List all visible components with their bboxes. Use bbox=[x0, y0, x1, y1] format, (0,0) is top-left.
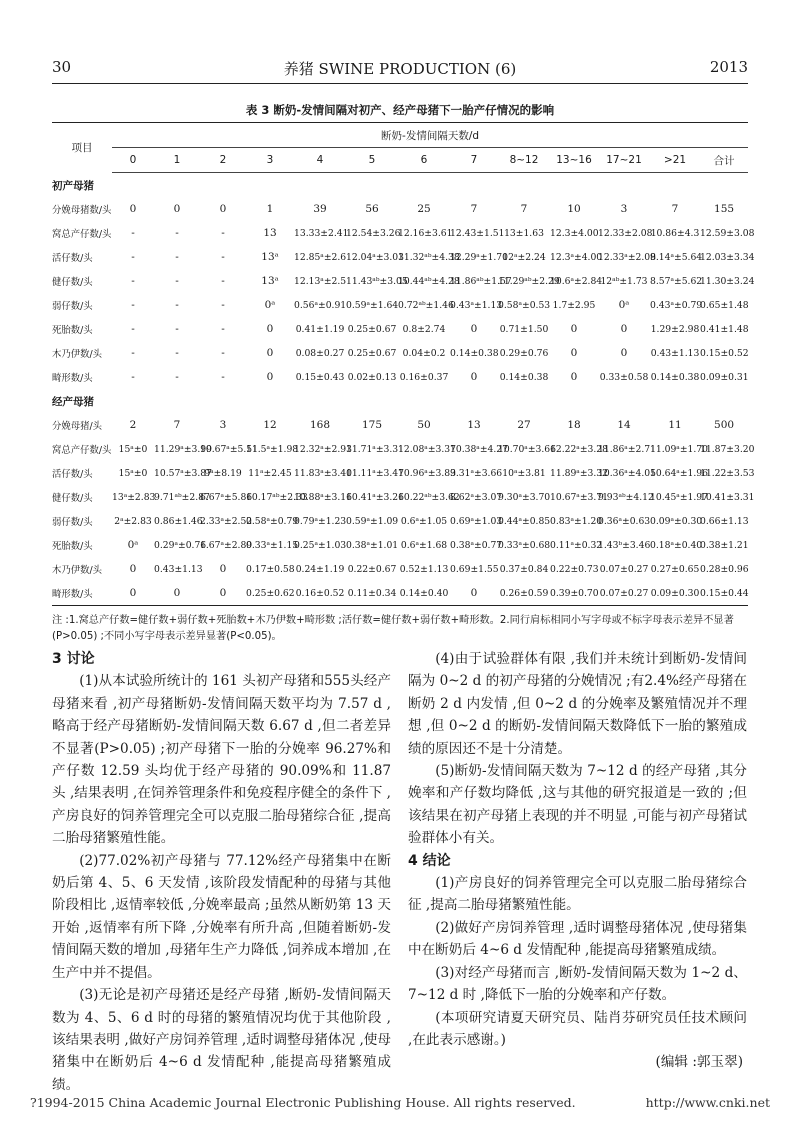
row-label: 死胎数/头 bbox=[52, 541, 93, 552]
table-cell: 0.38ᵃ±0.77 bbox=[450, 539, 503, 551]
table-cell: 14 bbox=[617, 419, 631, 431]
table-cell: 11.86ᵃᵇ±1.57 bbox=[450, 275, 512, 287]
table-cell: 0.43±1.13 bbox=[650, 347, 700, 359]
table-cell: 10.44ᵃᵇ±4.28 bbox=[398, 275, 460, 287]
group-header-row bbox=[52, 389, 748, 413]
section-3-title: 3 讨论 bbox=[52, 651, 95, 667]
row-label: 木乃伊数/头 bbox=[52, 349, 103, 360]
table-cell: 10.67ᵃ±3.71 bbox=[550, 491, 609, 503]
table-cell: 12.04ᵃ±3.03 bbox=[346, 251, 405, 263]
table-cell: 10.17ᵃᵇ±2.33 bbox=[246, 491, 308, 503]
table-cell: 11.22±3.53 bbox=[700, 467, 755, 479]
table-cell: 11.09ᵃ±1.70 bbox=[650, 443, 709, 455]
table-cell: 0ᵃ bbox=[264, 299, 276, 311]
table-cell: 7 bbox=[520, 203, 528, 215]
table-cell: 0.36ᵃ±0.63 bbox=[598, 515, 651, 527]
table-cell: - bbox=[175, 227, 179, 239]
table-cell: - bbox=[221, 347, 225, 359]
table-cell: 0.83ᵃ±1.20 bbox=[550, 515, 603, 527]
column-header: 17~21 bbox=[598, 148, 650, 173]
table-cell: 12ᵃᵇ±1.73 bbox=[600, 275, 648, 287]
table-cell: 8.62ᵃ±3.07 bbox=[450, 491, 503, 503]
discussion-paragraph-3: (3)无论是初产母猪还是经产母猪 ,断奶-发情间隔天数为 4、5、6 d 时的母猪的繁殖情况均优于其他阶段 ,该结果表明 ,做好产房饲养管理 ,适时调整母猪体况 ,使母猪集中在断奶后 4~6 d 发情配种 ,能提高母猪繁殖成绩。 bbox=[52, 987, 391, 1093]
table-cell: 0.04±0.2 bbox=[402, 347, 446, 359]
table-cell: 12.32ᵃ±2.93 bbox=[294, 443, 353, 455]
table-cell: 0.38±1.21 bbox=[700, 539, 749, 551]
table-cell: 11.5ᵃ±1.98 bbox=[246, 443, 299, 455]
table-cell: 13 bbox=[467, 419, 481, 431]
table-cell: 0.69±1.55 bbox=[450, 563, 499, 575]
table-cell: - bbox=[221, 323, 225, 335]
table-cell: 0.43±1.13 bbox=[154, 563, 203, 575]
table-cell: 0 bbox=[200, 581, 246, 606]
table-cell: 0.14±0.38 bbox=[450, 347, 499, 359]
row-label: 木乃伊数/头 bbox=[52, 565, 103, 576]
table-row bbox=[52, 317, 748, 341]
table-cell: 11.32ᵃᵇ±4.38 bbox=[398, 251, 460, 263]
left-column bbox=[52, 648, 391, 1096]
table-cell: 0.26±0.59 bbox=[498, 581, 550, 606]
table-cell: 1.43ᵇ±3.46 bbox=[598, 539, 651, 551]
table-cell: 13ᵃ±2.83 bbox=[112, 491, 156, 503]
table-cell: 0.28±0.96 bbox=[700, 563, 749, 575]
table-cell: 0.25±0.67 bbox=[347, 347, 397, 359]
table-cell: 0.24±1.19 bbox=[295, 563, 345, 575]
table-cell: - bbox=[131, 227, 135, 239]
table-cell: - bbox=[221, 251, 225, 263]
table-cell: 0.41±1.19 bbox=[295, 323, 345, 335]
table-cell: 0.72ᵃᵇ±1.46 bbox=[398, 299, 454, 311]
table-cell: 0 bbox=[620, 347, 628, 359]
table-cell: 0.17±0.58 bbox=[246, 563, 295, 575]
table-cell: 7 bbox=[470, 203, 478, 215]
table-cell: 9ᵃ±8.19 bbox=[204, 467, 242, 479]
table-cell: 9.93ᵃᵇ±4.12 bbox=[598, 491, 654, 503]
discussion-paragraph-2: (2)77.02%初产母猪与 77.12%经产母猪集中在断奶后第 4、5、6 天发情 ,该阶段发情配种的母猪与其他阶段相比 ,返情率较低 ,分娩率最高 ;虽然从断奶第 13 天开始 ,返情率有所下降 ,分娩率有所升高 ,但随着断奶-发情间隔天数的增加 ,母猪年生产力降低 ,饲养成本增加 ,在生产中并不提倡。 bbox=[52, 852, 391, 981]
table-cell: 0.02±0.13 bbox=[347, 371, 397, 383]
table-row bbox=[52, 533, 748, 557]
row-label: 窝总产仔数/头 bbox=[52, 229, 112, 240]
table-cell: 1.7±2.95 bbox=[552, 299, 596, 311]
table-cell: 0.33±0.58 bbox=[599, 371, 649, 383]
table-caption: 表 3 断奶-发情间隔对初产、经产母猪下一胎产仔情况的影响 bbox=[245, 103, 555, 117]
table-cell: 0 bbox=[266, 347, 274, 359]
table-cell: - bbox=[131, 251, 135, 263]
table-cell: 0 bbox=[154, 581, 200, 606]
table-cell: - bbox=[131, 371, 135, 383]
table-cell: 0 bbox=[129, 563, 137, 575]
table-cell: 11.89ᵃ±3.32 bbox=[550, 467, 609, 479]
table-cell: 0.41±1.48 bbox=[700, 323, 749, 335]
table-cell: 3 bbox=[219, 419, 227, 431]
table-cell: 0 bbox=[570, 323, 578, 335]
table-cell: 15ᵃ±0 bbox=[118, 467, 148, 479]
table-cell: 0 bbox=[620, 323, 628, 335]
table-cell: 9.14ᵃ±5.64 bbox=[650, 251, 703, 263]
table-cell: 12.22ᵃ±3.28 bbox=[550, 443, 609, 455]
table-cell: 11ᵃ±2.45 bbox=[248, 467, 292, 479]
table-cell: 0.27±0.65 bbox=[650, 563, 700, 575]
row-label: 活仔数/头 bbox=[52, 253, 93, 264]
column-header: 0 bbox=[112, 148, 154, 173]
table-cell: 0.6ᵃ±1.05 bbox=[400, 515, 448, 527]
table-cell: 0.33ᵃ±1.15 bbox=[246, 539, 299, 551]
table-cell: 0.29ᵃ±0.76 bbox=[154, 539, 207, 551]
table-cell: 0 bbox=[266, 371, 274, 383]
table-cell: 12.3±4.00 bbox=[550, 227, 599, 239]
cnki-url[interactable]: http://www.cnki.net bbox=[645, 1095, 770, 1110]
table-cell: 3 bbox=[620, 203, 628, 215]
table-cell: 15ᵃ±0 bbox=[118, 443, 148, 455]
table-cell: 0ᵃ bbox=[618, 299, 630, 311]
table-cell: 11.43ᵃᵇ±3.05 bbox=[346, 275, 408, 287]
table-cell: 10.41ᵃ±3.26 bbox=[346, 491, 405, 503]
column-header: 7 bbox=[450, 148, 498, 173]
table-cell: 0.14±0.38 bbox=[650, 371, 700, 383]
group-name: 初产母猪 bbox=[52, 179, 94, 192]
table-cell: 11.11ᵃ±3.47 bbox=[346, 467, 405, 479]
column-header: 6 bbox=[398, 148, 450, 173]
table-cell: 0.15±0.44 bbox=[700, 581, 748, 606]
table-cell: 0.58ᵃ±0.53 bbox=[498, 299, 551, 311]
table-cell: - bbox=[175, 347, 179, 359]
table-cell: 11.29ᵃ±3.99 bbox=[154, 443, 213, 455]
section-4-title: 4 结论 bbox=[408, 852, 451, 869]
table-cell: 9.31ᵃ±3.66 bbox=[450, 467, 503, 479]
row-label: 分娩母猪/头 bbox=[52, 421, 103, 432]
table-cell: 11.86ᵃ±2.71 bbox=[598, 443, 657, 455]
table-note: 注 :1.窝总产仔数=健仔数+弱仔数+死胎数+木乃伊数+畸形数 ;活仔数=健仔数+弱仔数+畸形数。2.同行肩标相同小写字母或不标字母表示差异不显著(P>0.05) ;不同小写字母表示差异显著(P<0.05)。 bbox=[52, 615, 734, 642]
table-cell: 12.59±3.08 bbox=[700, 227, 755, 239]
table-cell: 0.18ᵃ±0.40 bbox=[650, 539, 703, 551]
table-cell: 27 bbox=[517, 419, 531, 431]
row-label: 活仔数/头 bbox=[52, 469, 93, 480]
table-cell: 0.11±0.34 bbox=[346, 581, 398, 606]
table-cell: 12.29ᵃ±1.70 bbox=[450, 251, 509, 263]
discussion-paragraph-4: (4)由于试验群体有限 ,我们并未统计到断奶-发情间隔为 0~2 d 的初产母猪的分娩情况 ;有2.4%经产母猪在断奶 2 d 内发情 ,但 0~2 d 的分娩率及繁殖情况并不理想 ,但 0~2 d 的断奶-发情间隔天数降低下一胎的繁殖成绩的原因还不是十分清楚。 bbox=[408, 651, 747, 757]
table-cell: 10 bbox=[567, 203, 581, 215]
table-cell: 10.38ᵃ±4.27 bbox=[450, 443, 509, 455]
table-cell: 10.64ᵃ±1.96 bbox=[650, 467, 709, 479]
table-cell: 25 bbox=[417, 203, 431, 215]
right-column bbox=[408, 648, 747, 1074]
table-cell: - bbox=[221, 299, 225, 311]
table-cell: 0.07±0.27 bbox=[599, 563, 649, 575]
table-cell: 0.58ᵃ±0.79 bbox=[246, 515, 299, 527]
row-label: 健仔数/头 bbox=[52, 277, 93, 288]
table-cell: 0.39±0.70 bbox=[550, 581, 598, 606]
table-cell: 0.66±1.13 bbox=[700, 515, 749, 527]
table-cell: 175 bbox=[361, 419, 383, 431]
table-cell: 0.43ᵃ±1.13 bbox=[450, 299, 503, 311]
table-cell: 1.67ᵃ±2.89 bbox=[200, 539, 253, 551]
table-cell: 0.25ᵃ±1.03 bbox=[294, 539, 347, 551]
table-cell: 0.79ᵃ±1.23 bbox=[294, 515, 347, 527]
row-label: 畸形数/头 bbox=[52, 373, 93, 384]
table-row bbox=[52, 269, 748, 293]
table-cell: - bbox=[221, 227, 225, 239]
table-cell: 10ᵃ±3.81 bbox=[502, 467, 546, 479]
table-row bbox=[52, 365, 748, 389]
table-cell: 0 bbox=[219, 563, 227, 575]
discussion-paragraph-1: (1)从本试验所统计的 161 头初产母猪和555头经产母猪来看 ,初产母猪断奶-发情间隔天数平均为 7.57 d ,略高于经产母猪断奶-发情间隔天数 6.67 d ,但二者差异不显著(P>0.05) ;初产母猪下一胎的分娩率 96.27%和产仔数 12.59 头均优于经产母猪的 90.09%和 11.87 头 ,结果表明 ,在饲养管理条件和免疫程序健全的条件下 ,产房良好的饲养管理完全可以克服二胎母猪综合征 ,提高二胎母猪繁殖性能。 bbox=[52, 673, 391, 847]
table-cell: 0.09±0.30 bbox=[650, 581, 700, 606]
table-cell: 0.37±0.84 bbox=[499, 563, 549, 575]
acknowledgement: (本项研究请夏天研究员、陆肖芬研究员任技术顾问 ,在此表示感谢。) bbox=[408, 1009, 747, 1048]
table-row bbox=[52, 413, 748, 437]
conclusion-1: (1)产房良好的饲养管理完全可以克服二胎母猪综合征 ,提高二胎母猪繁殖性能。 bbox=[408, 875, 747, 914]
table-cell: 10.36ᵃ±4.05 bbox=[598, 467, 657, 479]
conclusion-3: (3)对经产母猪而言 ,断奶-发情间隔天数为 1~2 d、7~12 d 时 ,降低下一胎的分娩率和产仔数。 bbox=[408, 964, 747, 1004]
row-label: 分娩母猪数/头 bbox=[52, 205, 112, 216]
table-cell: - bbox=[131, 323, 135, 335]
table-cell: 0.09ᵃ±0.30 bbox=[650, 515, 703, 527]
table-cell: 0.33ᵃ±0.68 bbox=[498, 539, 551, 551]
table-cell: 9.71ᵃᵇ±2.87 bbox=[154, 491, 210, 503]
table-row bbox=[52, 581, 748, 606]
table-cell: 10.57ᵃ±3.87 bbox=[154, 467, 213, 479]
table-cell: 0 bbox=[470, 371, 478, 383]
page-header bbox=[52, 58, 748, 80]
table-row bbox=[52, 245, 748, 269]
table-cell: 7 bbox=[671, 203, 679, 215]
table-cell: 11 bbox=[668, 419, 682, 431]
table-cell: - bbox=[131, 275, 135, 287]
table-cell: 12.33ᵃ±2.08 bbox=[598, 251, 657, 263]
table-cell: 1 bbox=[266, 203, 274, 215]
table-cell: 9.30ᵃ±3.70 bbox=[498, 491, 551, 503]
table-cell: 10.45ᵃ±1.97 bbox=[650, 491, 709, 503]
table-cell: 18 bbox=[567, 419, 581, 431]
table-cell: 0.44ᵃ±0.85 bbox=[498, 515, 551, 527]
table-row bbox=[52, 461, 748, 485]
table-cell: 0.11ᵃ±0.32 bbox=[550, 539, 603, 551]
table-cell: 0.14±0.40 bbox=[398, 581, 450, 606]
table-cell: 12.03±3.34 bbox=[700, 251, 755, 263]
table-cell: 0.59ᵃ±1.09 bbox=[346, 515, 399, 527]
table-cell: 1.29±2.98 bbox=[650, 323, 700, 335]
table-cell: 11.83ᵃ±3.40 bbox=[294, 467, 353, 479]
table-cell: 13 bbox=[263, 227, 277, 239]
table-cell: 10.96ᵃ±3.83 bbox=[398, 467, 457, 479]
table-cell: - bbox=[175, 323, 179, 335]
table-cell: 8.57ᵃ±5.62 bbox=[650, 275, 703, 287]
table-cell: 12.13ᵃ±2.5 bbox=[294, 275, 347, 287]
table-cell: 0.71±1.50 bbox=[499, 323, 549, 335]
table-cell: 155 bbox=[714, 203, 735, 215]
table-cell: 13.33±2.41 bbox=[294, 227, 349, 239]
publication-year: 2013 bbox=[709, 58, 748, 76]
table-cell: 13ᵃ bbox=[261, 275, 279, 287]
table-cell: 0.38ᵃ±1.01 bbox=[346, 539, 399, 551]
table-row bbox=[52, 437, 748, 461]
table-cell: - bbox=[221, 371, 225, 383]
table-cell: 0 bbox=[450, 581, 498, 606]
header-rule bbox=[52, 83, 748, 84]
table-row bbox=[52, 341, 748, 365]
group-header-row bbox=[52, 173, 748, 198]
page-number: 30 bbox=[52, 58, 72, 76]
results-table bbox=[52, 122, 755, 606]
table-cell: 0.29±0.76 bbox=[499, 347, 549, 359]
column-header: 4 bbox=[294, 148, 346, 173]
table-cell: 7 bbox=[173, 419, 181, 431]
table-cell: - bbox=[131, 299, 135, 311]
table-cell: 10.22ᵃᵇ±3.62 bbox=[398, 491, 460, 503]
table-cell: 0.25±0.67 bbox=[347, 323, 397, 335]
table-cell: - bbox=[175, 275, 179, 287]
table-row bbox=[52, 197, 748, 221]
row-label: 弱仔数/头 bbox=[52, 517, 93, 528]
table-cell: 11.29ᵃᵇ±2.29 bbox=[498, 275, 560, 287]
table-cell: 500 bbox=[714, 419, 735, 431]
table-cell: 11.71ᵃ±3.31 bbox=[346, 443, 405, 455]
table-cell: - bbox=[221, 275, 225, 287]
table-cell: 0.16±0.37 bbox=[399, 371, 449, 383]
table-cell: - bbox=[175, 299, 179, 311]
table-cell: 0.22±0.73 bbox=[550, 563, 599, 575]
table-cell: 0.25±0.62 bbox=[246, 581, 294, 606]
table-cell: 12.54±3.26 bbox=[346, 227, 401, 239]
table-cell: 12.3ᵃ±4.00 bbox=[550, 251, 603, 263]
table-cell: 0.15±0.43 bbox=[295, 371, 345, 383]
editor-credit: (编辑 :郭玉翠) bbox=[655, 1054, 743, 1071]
table-cell: - bbox=[131, 347, 135, 359]
table-cell: 12ᵃ±2.24 bbox=[502, 251, 546, 263]
table-cell: 10.86±4.3 bbox=[650, 227, 700, 239]
table-cell: 0.14±0.38 bbox=[499, 371, 549, 383]
table-cell: 10.6ᵃ±2.84 bbox=[550, 275, 603, 287]
table-cell: 0 bbox=[173, 203, 181, 215]
table-cell: 56 bbox=[365, 203, 379, 215]
table-cell: - bbox=[175, 251, 179, 263]
row-label: 畸形数/头 bbox=[52, 581, 112, 606]
table-cell: 10.67ᵃ±5.51 bbox=[200, 443, 259, 455]
table-cell: 0 bbox=[266, 323, 274, 335]
interval-span-header: 断奶-发情间隔天数/d bbox=[112, 123, 748, 148]
table-row bbox=[52, 509, 748, 533]
item-header: 项目 bbox=[52, 123, 112, 173]
table-cell: 0.6ᵃ±1.68 bbox=[400, 539, 448, 551]
column-header: 3 bbox=[246, 148, 294, 173]
table-cell: 0.86±1.46 bbox=[154, 515, 203, 527]
column-header: 合计 bbox=[700, 148, 748, 173]
table-cell: 0.65±1.48 bbox=[700, 299, 749, 311]
table-cell: 0.09±0.31 bbox=[700, 371, 749, 383]
table-cell: 0.59ᵃ±1.64 bbox=[346, 299, 399, 311]
table-row bbox=[52, 557, 748, 581]
table-cell: 0.8±2.74 bbox=[402, 323, 446, 335]
table-cell: 0.56ᵃ±0.91 bbox=[294, 299, 347, 311]
table-cell: 2ᵃ±2.83 bbox=[114, 515, 152, 527]
table-cell: 0ᵃ bbox=[127, 539, 139, 551]
table-cell: 10.41±3.31 bbox=[700, 491, 755, 503]
group-name: 经产母猪 bbox=[52, 395, 94, 408]
table-cell: 0.08±0.27 bbox=[295, 347, 345, 359]
column-header: 8~12 bbox=[498, 148, 550, 173]
table-cell: 11.87±3.20 bbox=[700, 443, 755, 455]
table-cell: 0 bbox=[129, 203, 137, 215]
journal-name: 养猪 SWINE PRODUCTION (6) bbox=[283, 60, 517, 78]
table-cell: 12.85ᵃ±2.6 bbox=[294, 251, 347, 263]
table-cell: 12.08ᵃ±3.37 bbox=[398, 443, 457, 455]
table-cell: 0.15±0.52 bbox=[700, 347, 749, 359]
discussion-paragraph-5: (5)断奶-发情间隔天数为 7~12 d 的经产母猪 ,其分娩率和产仔数均降低 ,这与其他的研究报道是一致的 ;但该结果在初产母猪上表现的并不明显 ,可能与初产母猪试验群体小有关。 bbox=[408, 763, 747, 847]
table-cell: 0 bbox=[570, 371, 578, 383]
table-cell: 10.70ᵃ±3.66 bbox=[498, 443, 557, 455]
table-cell: 2 bbox=[129, 419, 137, 431]
table-cell: 13ᵃ bbox=[261, 251, 279, 263]
table-cell: 2.33ᵃ±2.52 bbox=[200, 515, 253, 527]
table-cell: 0 bbox=[570, 347, 578, 359]
table-cell: 13±1.63 bbox=[504, 227, 544, 239]
conclusion-2: (2)做好产房饲养管理 ,适时调整母猪体况 ,使母猪集中在断奶后 4~6 d 发情配种 ,能提高母猪繁殖成绩。 bbox=[408, 919, 747, 959]
column-header: 2 bbox=[200, 148, 246, 173]
row-label: 弱仔数/头 bbox=[52, 301, 93, 312]
row-label: 健仔数/头 bbox=[52, 493, 93, 504]
table-row bbox=[52, 485, 748, 509]
table-cell: 168 bbox=[309, 419, 331, 431]
table-cell: 6.67ᵃ±5.86 bbox=[200, 491, 253, 503]
column-header: 5 bbox=[346, 148, 398, 173]
table-cell: 12.33±2.08 bbox=[598, 227, 653, 239]
table-cell: 0.69ᵃ±1.03 bbox=[450, 515, 503, 527]
row-label: 窝总产仔数/头 bbox=[52, 445, 112, 456]
column-header: 1 bbox=[154, 148, 200, 173]
table-cell: 0 bbox=[219, 203, 227, 215]
table-cell: 12.16±3.61 bbox=[398, 227, 453, 239]
table-cell: 11.30±3.24 bbox=[700, 275, 755, 287]
table-body bbox=[52, 173, 755, 606]
table-cell: 12 bbox=[263, 419, 277, 431]
table-row bbox=[52, 221, 748, 245]
table-cell: 0.07±0.27 bbox=[598, 581, 650, 606]
table-cell: 0.16±0.52 bbox=[294, 581, 346, 606]
row-label: 死胎数/头 bbox=[52, 325, 93, 336]
table-cell: 0 bbox=[112, 581, 154, 606]
table-cell: 12.43±1.51 bbox=[450, 227, 505, 239]
column-header: >21 bbox=[650, 148, 700, 173]
table-cell: 39 bbox=[313, 203, 327, 215]
table-cell: 10.88ᵃ±3.16 bbox=[294, 491, 353, 503]
table-row bbox=[52, 293, 748, 317]
table-cell: 0.22±0.67 bbox=[347, 563, 397, 575]
table-cell: 0.43ᵃ±0.79 bbox=[650, 299, 703, 311]
column-header-row bbox=[52, 148, 748, 173]
table-cell: 0 bbox=[470, 323, 478, 335]
column-header: 13~16 bbox=[550, 148, 598, 173]
table-cell: 0.52±1.13 bbox=[399, 563, 449, 575]
table-cell: - bbox=[175, 371, 179, 383]
table-cell: 50 bbox=[417, 419, 431, 431]
copyright-notice: ?1994-2015 China Academic Journal Electronic Publishing House. All rights reserved. bbox=[30, 1095, 576, 1110]
